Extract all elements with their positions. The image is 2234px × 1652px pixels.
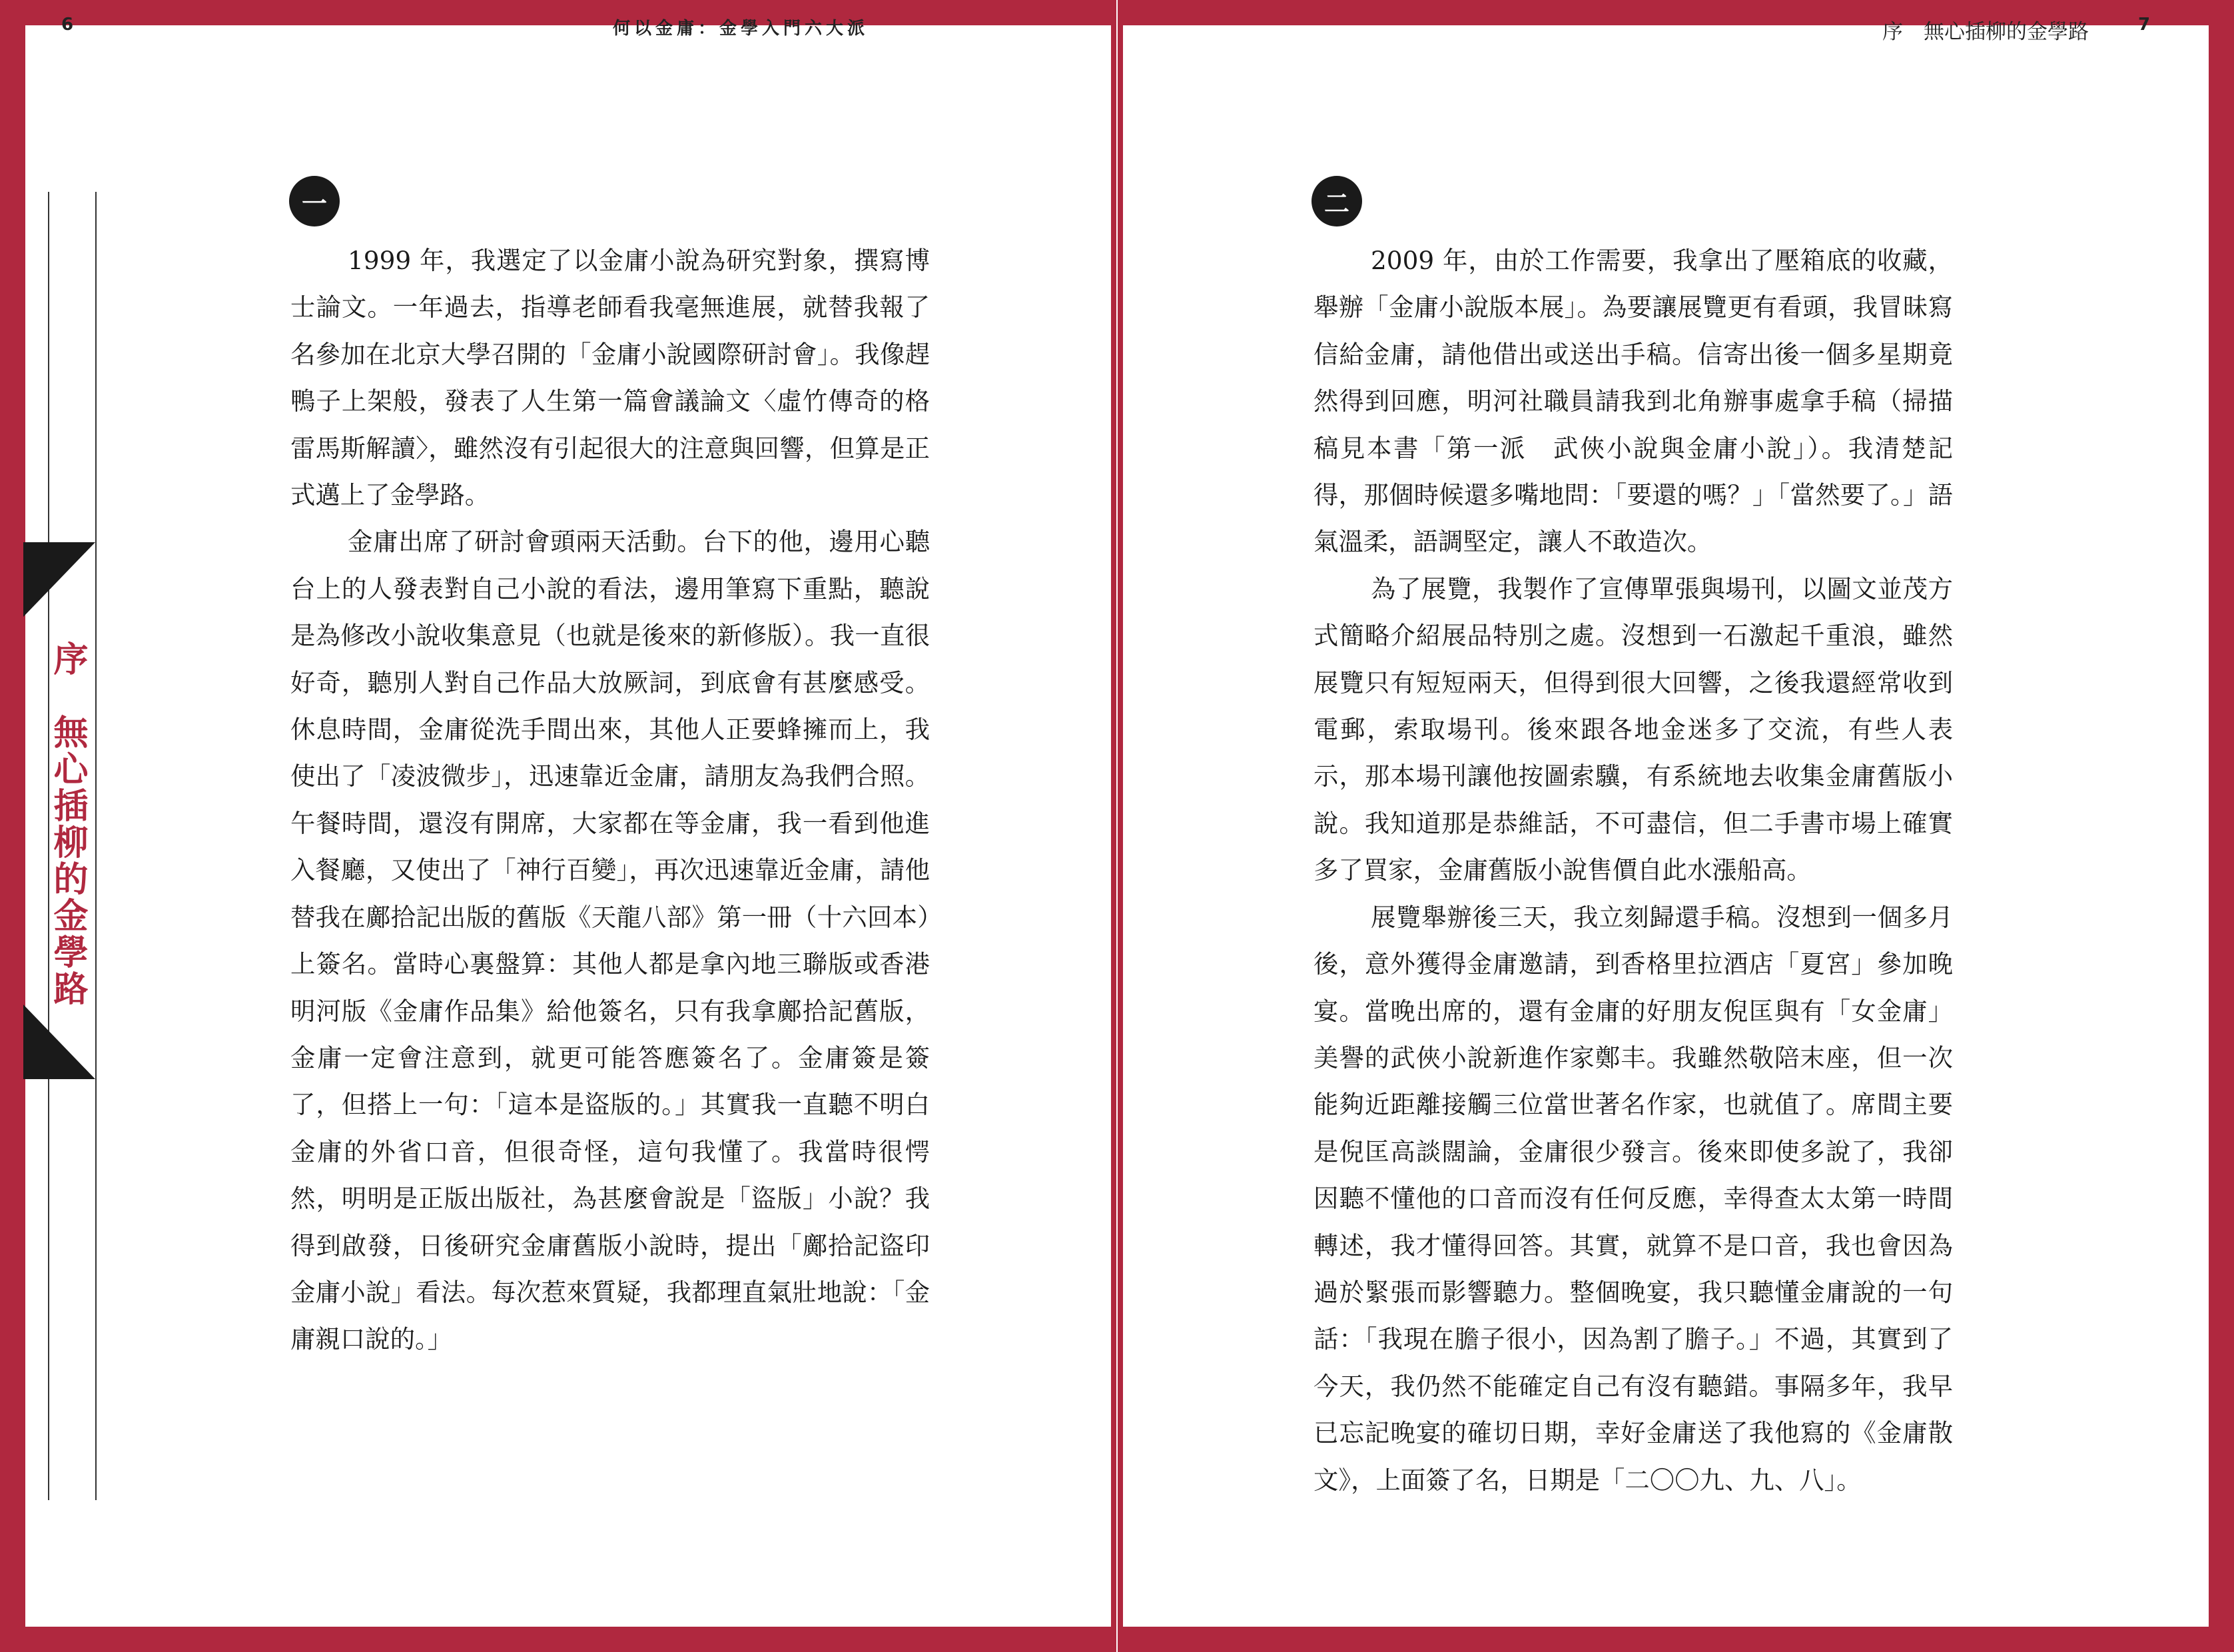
body-paragraph: 展覽舉辦後三天，我立刻歸還手稿。沒想到一個多月後，意外獲得金庸邀請，到香格里拉酒店「夏宮」參加晚宴。當晚出席的，還有金庸的好朋友倪匡與有「女金庸」美譽的武俠小說新進作家鄭丰。我雖然敬陪末座，但一次能夠近距離接觸三位當世著名作家，也就值了。席間主要是倪匡高談闊論，金庸很少發言。後來即使多說了，我卻因聽不懂他的口音而沒有任何反應，幸得查太太第一時間轉述，我才懂得回答。其實，就算不是口音，我也會因為過於緊張而影響聽力。整個晚宴，我只聽懂金庸說的一句話：「我現在膽子很小，因為割了膽子。」不過，其實到了今天，我仍然不能確定自己有沒有聽錯。事隔多年，我早已忘記晚宴的確切日期，幸好金庸送了我他寫的《金庸散文》，上面簽了名，日期是「二〇〇九、九、八」。: [1313, 902, 1953, 1495]
side-tab-rule-inner: [95, 192, 97, 1500]
section-marker-1: 一: [289, 176, 340, 226]
section-marker-2: 二: [1311, 176, 1362, 226]
page-frame-right: [2209, 0, 2234, 1652]
right-page-number: 7: [2138, 15, 2151, 35]
side-tab-label: 序 無心插柳的金學路: [47, 641, 87, 1007]
right-body-column: [1313, 237, 1953, 1503]
page-frame-left: [0, 0, 25, 1652]
right-running-title: 序 無心插柳的金學路: [1882, 20, 2089, 44]
body-paragraph: 2009 年，由於工作需要，我拿出了壓箱底的收藏，舉辦「金庸小說版本展」。為要讓展覽更有看頭，我冒昧寫信給金庸，請他借出或送出手稿。信寄出後一個多星期竟然得到回應，明河社職員請我到北角辦事處拿手稿（掃描稿見本書「第一派 武俠小說與金庸小說」）。我清楚記得，那個時候還多嘴地問：「要還的嗎？」「當然要了。」語氣溫柔，語調堅定，讓人不敢造次。: [1313, 246, 1953, 557]
body-paragraph: 為了展覽，我製作了宣傳單張與場刊，以圖文並茂方式簡略介紹展品特別之處。沒想到一石激起千重浪，雖然展覽只有短短兩天，但得到很大回響，之後我還經常收到電郵，索取場刊。後來跟各地金迷多了交流，有些人表示，那本場刊讓他按圖索驥，有系統地去收集金庸舊版小說。我知道那是恭維話，不可盡信，但二手書市場上確實多了買家，金庸舊版小說售價自此水漲船高。: [1313, 574, 1953, 885]
left-running-title: 何以金庸：金學入門六大派: [613, 19, 869, 39]
body-paragraph: 金庸出席了研討會頭兩天活動。台下的他，邊用心聽台上的人發表對自己小說的看法，邊用筆寫下重點，聽說是為修改小說收集意見（也就是後來的新修版）。我一直很好奇，聽別人對自己作品大放厥詞，到底會有甚麼感受。休息時間，金庸從洗手間出來，其他人正要蜂擁而上，我使出了「凌波微步」，迅速靠近金庸，請朋友為我們合照。午餐時間，還沒有開席，大家都在等金庸，我一看到他進入餐廳，又使出了「神行百變」，再次迅速靠近金庸，請他替我在鄺拾記出版的舊版《天龍八部》第一冊（十六回本）上簽名。當時心裏盤算：其他人都是拿內地三聯版或香港明河版《金庸作品集》給他簽名，只有我拿鄺拾記舊版，金庸一定會注意到，就更可能答應簽名了。金庸簽是簽了，但搭上一句：「這本是盜版的。」其實我一直聽不明白金庸的外省口音，但很奇怪，這句我懂了。我當時很愕然，明明是正版出版社，為甚麼會說是「盜版」小說？我得到啟發，日後研究金庸舊版小說時，提出「鄺拾記盜印金庸小說」看法。每次惹來質疑，我都理直氣壯地說：「金庸親口說的。」: [290, 527, 930, 1354]
gutter-divider: [1116, 0, 1118, 1652]
left-body-column: [290, 237, 930, 1363]
left-page-number: 6: [61, 15, 74, 35]
body-paragraph: 1999 年，我選定了以金庸小說為研究對象，撰寫博士論文。一年過去，指導老師看我毫無進展，就替我報了名參加在北京大學召開的「金庸小說國際研討會」。我像趕鴨子上架般，發表了人生第一篇會議論文〈虛竹傳奇的格雷馬斯解讀〉，雖然沒有引起很大的注意與回響，但算是正式邁上了金學路。: [290, 246, 930, 510]
